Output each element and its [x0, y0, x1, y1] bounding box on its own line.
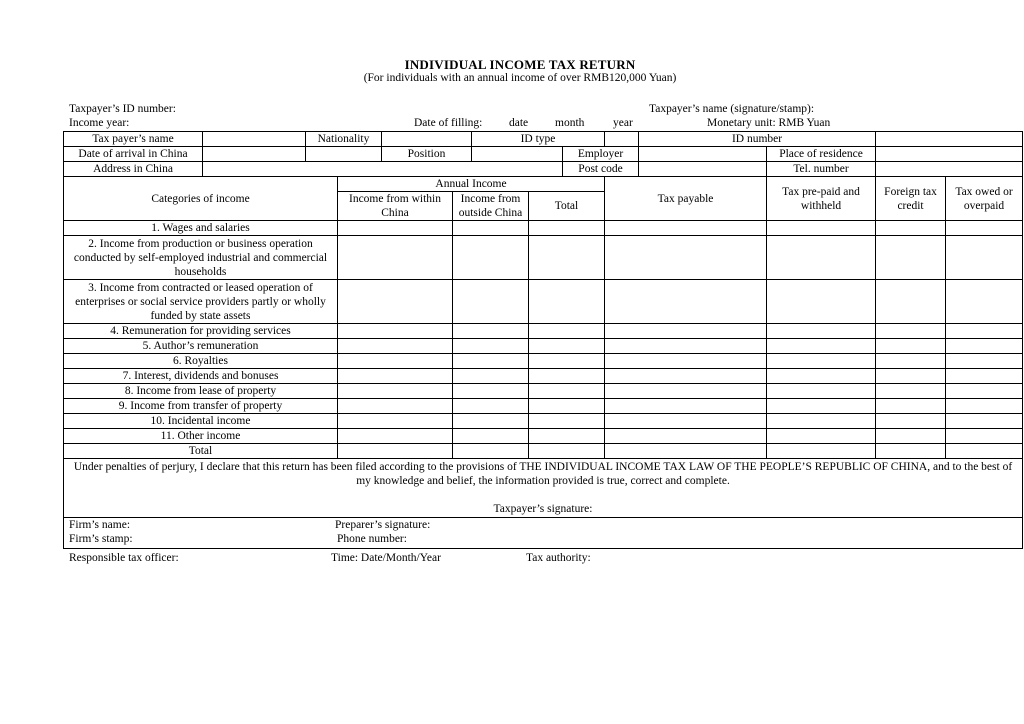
- income-row: [64, 324, 1023, 339]
- tax-payable-header: Tax payable: [605, 177, 767, 221]
- firm-row: [64, 518, 1023, 549]
- id-type-label: ID type: [472, 132, 605, 147]
- outside-china-cell[interactable]: [453, 399, 529, 414]
- outside-china-cell[interactable]: [453, 414, 529, 429]
- preparer-signature-label: Preparer’s signature:: [335, 519, 431, 531]
- tax-authority-label: Tax authority:: [526, 552, 591, 564]
- tax-payable-cell[interactable]: [605, 354, 767, 369]
- foreign-credit-cell[interactable]: [876, 429, 946, 444]
- total-cell[interactable]: [529, 429, 605, 444]
- annual-income-header: Annual Income: [338, 177, 605, 192]
- foreign-credit-cell[interactable]: [876, 399, 946, 414]
- declaration-cell: [64, 459, 1023, 518]
- tax-owed-cell[interactable]: [946, 429, 1023, 444]
- within-china-cell[interactable]: [338, 221, 453, 236]
- position-field[interactable]: [472, 147, 563, 162]
- tax-officer-label: Responsible tax officer:: [69, 552, 179, 564]
- category-label: 5. Author’s remuneration: [64, 339, 338, 354]
- income-row: [64, 414, 1023, 429]
- foreign-credit-cell[interactable]: [876, 339, 946, 354]
- within-china-header: Income from within China: [338, 192, 453, 221]
- tax-owed-cell[interactable]: [946, 369, 1023, 384]
- income-row: [64, 236, 1023, 280]
- tax-payable-cell[interactable]: [605, 221, 767, 236]
- info-row-name: [64, 132, 1023, 147]
- year-label: year: [613, 117, 633, 129]
- within-china-cell[interactable]: [338, 414, 453, 429]
- grand-total-cell[interactable]: [529, 444, 605, 459]
- foreign-credit-cell[interactable]: [876, 280, 946, 324]
- tax-prepaid-cell[interactable]: [767, 399, 876, 414]
- within-china-cell[interactable]: [338, 280, 453, 324]
- taxpayer-id-label: Taxpayer’s ID number:: [69, 103, 176, 115]
- tax-payable-cell[interactable]: [605, 280, 767, 324]
- id-number-label: ID number: [639, 132, 876, 147]
- firm-name-label: Firm’s name:: [69, 519, 131, 531]
- tax-prepaid-cell[interactable]: [767, 354, 876, 369]
- phone-number-label: Phone number:: [337, 533, 407, 545]
- outside-china-cell[interactable]: [453, 339, 529, 354]
- tax-owed-cell[interactable]: [946, 339, 1023, 354]
- tax-owed-cell[interactable]: [946, 324, 1023, 339]
- employer-field[interactable]: [639, 147, 767, 162]
- tax-owed-cell[interactable]: [946, 236, 1023, 280]
- within-china-cell[interactable]: [338, 399, 453, 414]
- within-china-cell[interactable]: [338, 354, 453, 369]
- total-cell[interactable]: [529, 384, 605, 399]
- within-china-cell[interactable]: [338, 339, 453, 354]
- foreign-credit-cell[interactable]: [876, 384, 946, 399]
- post-code-label: Post code: [563, 162, 639, 177]
- within-china-cell[interactable]: [338, 236, 453, 280]
- tax-prepaid-header: Tax pre-paid and withheld: [767, 177, 876, 221]
- within-china-cell[interactable]: [338, 324, 453, 339]
- total-cell[interactable]: [529, 236, 605, 280]
- tax-payable-total-cell[interactable]: [605, 444, 767, 459]
- categories-header: Categories of income: [64, 177, 338, 221]
- foreign-credit-cell[interactable]: [876, 221, 946, 236]
- tel-number-label: Tel. number: [767, 162, 876, 177]
- tax-prepaid-cell[interactable]: [767, 280, 876, 324]
- income-row: [64, 339, 1023, 354]
- total-label: Total: [64, 444, 338, 459]
- nationality-field[interactable]: [382, 132, 472, 147]
- declaration-text: Under penalties of perjury, I declare that this return has been filed according to the provisions of THE INDIVIDUAL INCOME TAX LAW OF THE PEOPLE’S REPUBLIC OF CHINA, and to the best of my knowledge and belief, the information provided is true, correct and complete.: [73, 461, 1013, 487]
- income-row: [64, 354, 1023, 369]
- tax-payable-cell[interactable]: [605, 339, 767, 354]
- category-label: 2. Income from production or business operation conducted by self-employed industrial and commercial households: [64, 236, 338, 280]
- tel-number-field[interactable]: [876, 162, 1023, 177]
- tax-payable-cell[interactable]: [605, 384, 767, 399]
- foreign-credit-total-cell[interactable]: [876, 444, 946, 459]
- taxpayer-signature-label: Taxpayer’s signature:: [493, 503, 593, 515]
- taxpayer-name-signature-label: Taxpayer’s name (signature/stamp):: [649, 103, 815, 115]
- tax-owed-total-cell[interactable]: [946, 444, 1023, 459]
- tax-prepaid-cell[interactable]: [767, 339, 876, 354]
- firm-cell: [64, 518, 1023, 549]
- employer-label: Employer: [563, 147, 639, 162]
- outside-china-cell[interactable]: [453, 429, 529, 444]
- category-label: 3. Income from contracted or leased operation of enterprises or social service providers partly or wholly funded by state assets: [64, 280, 338, 324]
- category-label: 9. Income from transfer of property: [64, 399, 338, 414]
- tax-payable-cell[interactable]: [605, 369, 767, 384]
- outside-china-cell[interactable]: [453, 384, 529, 399]
- category-label: 4. Remuneration for providing services: [64, 324, 338, 339]
- foreign-credit-cell[interactable]: [876, 324, 946, 339]
- category-label: 1. Wages and salaries: [64, 221, 338, 236]
- tax-owed-cell[interactable]: [946, 384, 1023, 399]
- tax-prepaid-cell[interactable]: [767, 429, 876, 444]
- tax-payable-cell[interactable]: [605, 324, 767, 339]
- outside-china-total-cell[interactable]: [453, 444, 529, 459]
- form-title: INDIVIDUAL INCOME TAX RETURN: [404, 57, 636, 72]
- total-cell[interactable]: [529, 354, 605, 369]
- income-row: [64, 280, 1023, 324]
- tax-return-table: [63, 131, 1023, 549]
- monetary-unit-label: Monetary unit: RMB Yuan: [707, 117, 831, 129]
- tax-owed-cell[interactable]: [946, 280, 1023, 324]
- total-cell[interactable]: [529, 414, 605, 429]
- foreign-credit-header: Foreign tax credit: [876, 177, 946, 221]
- tax-prepaid-cell[interactable]: [767, 236, 876, 280]
- total-cell[interactable]: [529, 221, 605, 236]
- outside-china-cell[interactable]: [453, 369, 529, 384]
- outside-china-cell[interactable]: [453, 236, 529, 280]
- tax-prepaid-cell[interactable]: [767, 324, 876, 339]
- category-label: 11. Other income: [64, 429, 338, 444]
- outside-china-cell[interactable]: [453, 324, 529, 339]
- address-field[interactable]: [203, 162, 563, 177]
- date-label: date: [509, 117, 529, 129]
- address-label: Address in China: [64, 162, 203, 177]
- within-china-total-cell[interactable]: [338, 444, 453, 459]
- category-label: 6. Royalties: [64, 354, 338, 369]
- outside-china-cell[interactable]: [453, 280, 529, 324]
- income-row: [64, 429, 1023, 444]
- tax-owed-cell[interactable]: [946, 221, 1023, 236]
- tax-payable-cell[interactable]: [605, 429, 767, 444]
- date-of-filing-label: Date of filling:: [414, 117, 483, 129]
- place-residence-field[interactable]: [876, 147, 1023, 162]
- total-cell[interactable]: [529, 324, 605, 339]
- category-label: 8. Income from lease of property: [64, 384, 338, 399]
- foreign-credit-cell[interactable]: [876, 236, 946, 280]
- tax-payable-cell[interactable]: [605, 414, 767, 429]
- within-china-cell[interactable]: [338, 369, 453, 384]
- tax-owed-cell[interactable]: [946, 354, 1023, 369]
- post-code-field[interactable]: [639, 162, 767, 177]
- tax-prepaid-cell[interactable]: [767, 384, 876, 399]
- income-row: [64, 369, 1023, 384]
- category-label: 10. Incidental income: [64, 414, 338, 429]
- firm-stamp-label: Firm’s stamp:: [69, 533, 133, 545]
- income-year-label: Income year:: [69, 117, 130, 129]
- total-cell[interactable]: [529, 339, 605, 354]
- id-number-field[interactable]: [876, 132, 1023, 147]
- date-arrival-label: Date of arrival in China: [64, 147, 203, 162]
- total-header: Total: [529, 192, 605, 221]
- place-residence-label: Place of residence: [767, 147, 876, 162]
- header-row-1: [64, 177, 1023, 192]
- category-label: 7. Interest, dividends and bonuses: [64, 369, 338, 384]
- id-type-field[interactable]: [605, 132, 639, 147]
- total-cell[interactable]: [529, 369, 605, 384]
- declaration-row: [64, 459, 1023, 518]
- month-label: month: [555, 117, 585, 129]
- tax-owed-header: Tax owed or overpaid: [946, 177, 1023, 221]
- foreign-credit-cell[interactable]: [876, 354, 946, 369]
- tax-prepaid-cell[interactable]: [767, 414, 876, 429]
- income-row: [64, 384, 1023, 399]
- foreign-credit-cell[interactable]: [876, 414, 946, 429]
- within-china-cell[interactable]: [338, 384, 453, 399]
- tax-payable-cell[interactable]: [605, 236, 767, 280]
- outside-china-header: Income from outside China: [453, 192, 529, 221]
- tax-owed-cell[interactable]: [946, 414, 1023, 429]
- tax-payable-cell[interactable]: [605, 399, 767, 414]
- nationality-label: Nationality: [306, 132, 382, 147]
- income-row: [64, 221, 1023, 236]
- tax-prepaid-cell[interactable]: [767, 221, 876, 236]
- tax-prepaid-cell[interactable]: [767, 369, 876, 384]
- position-label: Position: [382, 147, 472, 162]
- info-row-address: [64, 162, 1023, 177]
- taxpayer-name-field[interactable]: [203, 132, 306, 147]
- date-arrival-field[interactable]: [203, 147, 306, 162]
- total-row: [64, 444, 1023, 459]
- total-cell[interactable]: [529, 280, 605, 324]
- info-row-arrival: [64, 147, 1023, 162]
- income-row: [64, 399, 1023, 414]
- tax-owed-cell[interactable]: [946, 399, 1023, 414]
- foreign-credit-cell[interactable]: [876, 369, 946, 384]
- within-china-cell[interactable]: [338, 429, 453, 444]
- time-label: Time: Date/Month/Year: [331, 552, 441, 564]
- total-cell[interactable]: [529, 399, 605, 414]
- tax-prepaid-total-cell[interactable]: [767, 444, 876, 459]
- outside-china-cell[interactable]: [453, 354, 529, 369]
- outside-china-cell[interactable]: [453, 221, 529, 236]
- taxpayer-name-label: Tax payer’s name: [64, 132, 203, 147]
- form-subtitle: (For individuals with an annual income of over RMB120,000 Yuan): [363, 72, 677, 84]
- date-arrival-field-2[interactable]: [306, 147, 382, 162]
